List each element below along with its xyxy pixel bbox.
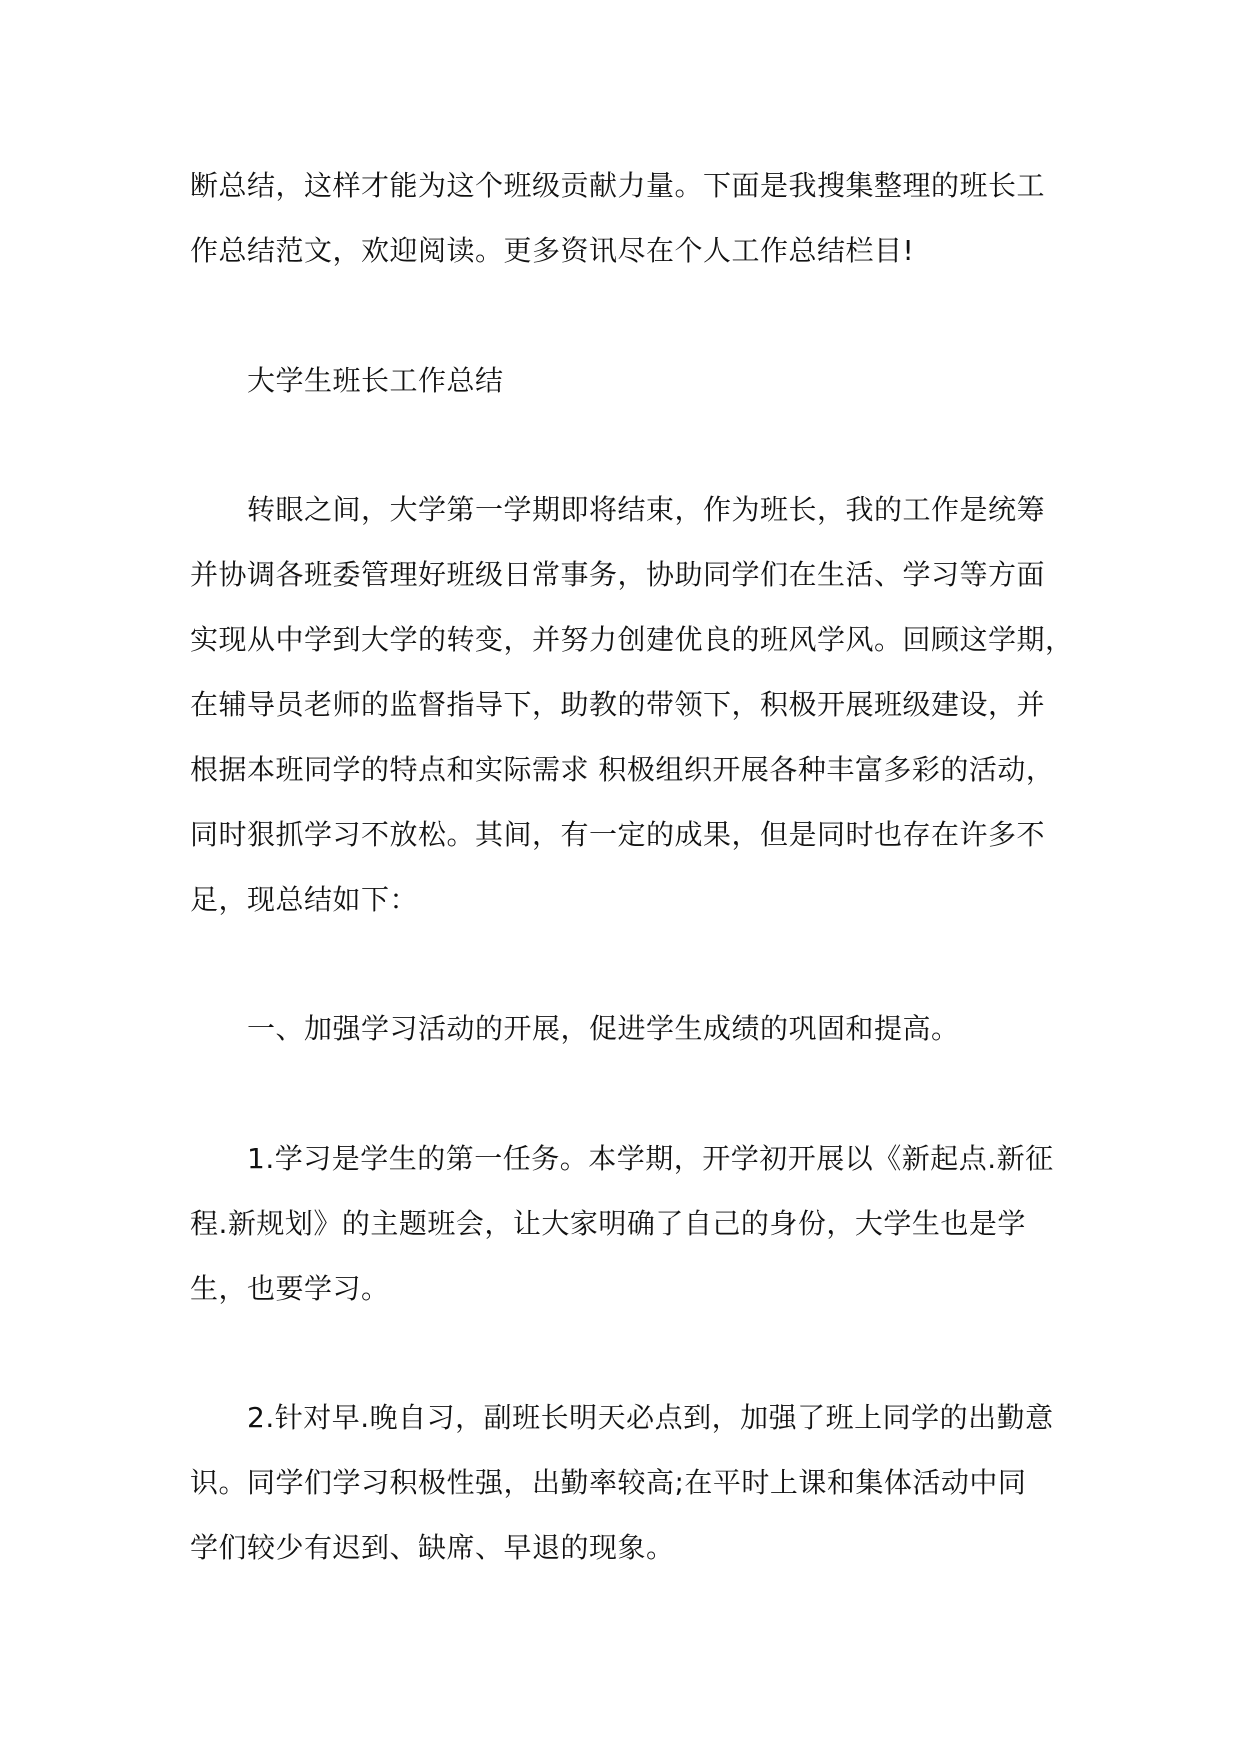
paragraph-body-line: 并协调各班委管理好班级日常事务，协助同学们在生活、学习等方面 [190, 558, 1046, 591]
paragraph-body-line: 实现从中学到大学的转变，并努力创建优良的班风学风。回顾这学期， [190, 623, 1074, 656]
paragraph-body-line: 转眼之间，大学第一学期即将结束，作为班长，我的工作是统筹 [247, 493, 1046, 526]
list-item-line: 2.针对早.晚自习，副班长明天必点到，加强了班上同学的出勤意 [247, 1401, 1054, 1434]
subsection-heading: 一、加强学习活动的开展，促进学生成绩的巩固和提高。 [247, 1012, 960, 1045]
paragraph-intro-line: 断总结，这样才能为这个班级贡献力量。下面是我搜集整理的班长工 [190, 169, 1046, 202]
list-item-line: 生，也要学习。 [190, 1272, 390, 1305]
list-item-line: 1.学习是学生的第一任务。本学期，开学初开展以《新起点.新征 [247, 1142, 1054, 1175]
list-item-line: 识。同学们学习积极性强，出勤率较高;在平时上课和集体活动中同 [190, 1466, 1027, 1499]
paragraph-intro-line: 作总结范文，欢迎阅读。更多资讯尽在个人工作总结栏目! [190, 234, 915, 267]
paragraph-body-line: 根据本班同学的特点和实际需求 积极组织开展各种丰富多彩的活动， [190, 753, 1055, 786]
section-heading: 大学生班长工作总结 [247, 364, 504, 397]
paragraph-body-line: 同时狠抓学习不放松。其间，有一定的成果，但是同时也存在许多不 [190, 818, 1046, 851]
paragraph-body-line: 足，现总结如下： [190, 883, 419, 916]
paragraph-body-line: 在辅导员老师的监督指导下，助教的带领下，积极开展班级建设，并 [190, 688, 1046, 721]
list-item-line: 学们较少有迟到、缺席、早退的现象。 [190, 1531, 675, 1564]
list-item-line: 程.新规划》的主题班会，让大家明确了自己的身份，大学生也是学 [190, 1207, 1026, 1240]
